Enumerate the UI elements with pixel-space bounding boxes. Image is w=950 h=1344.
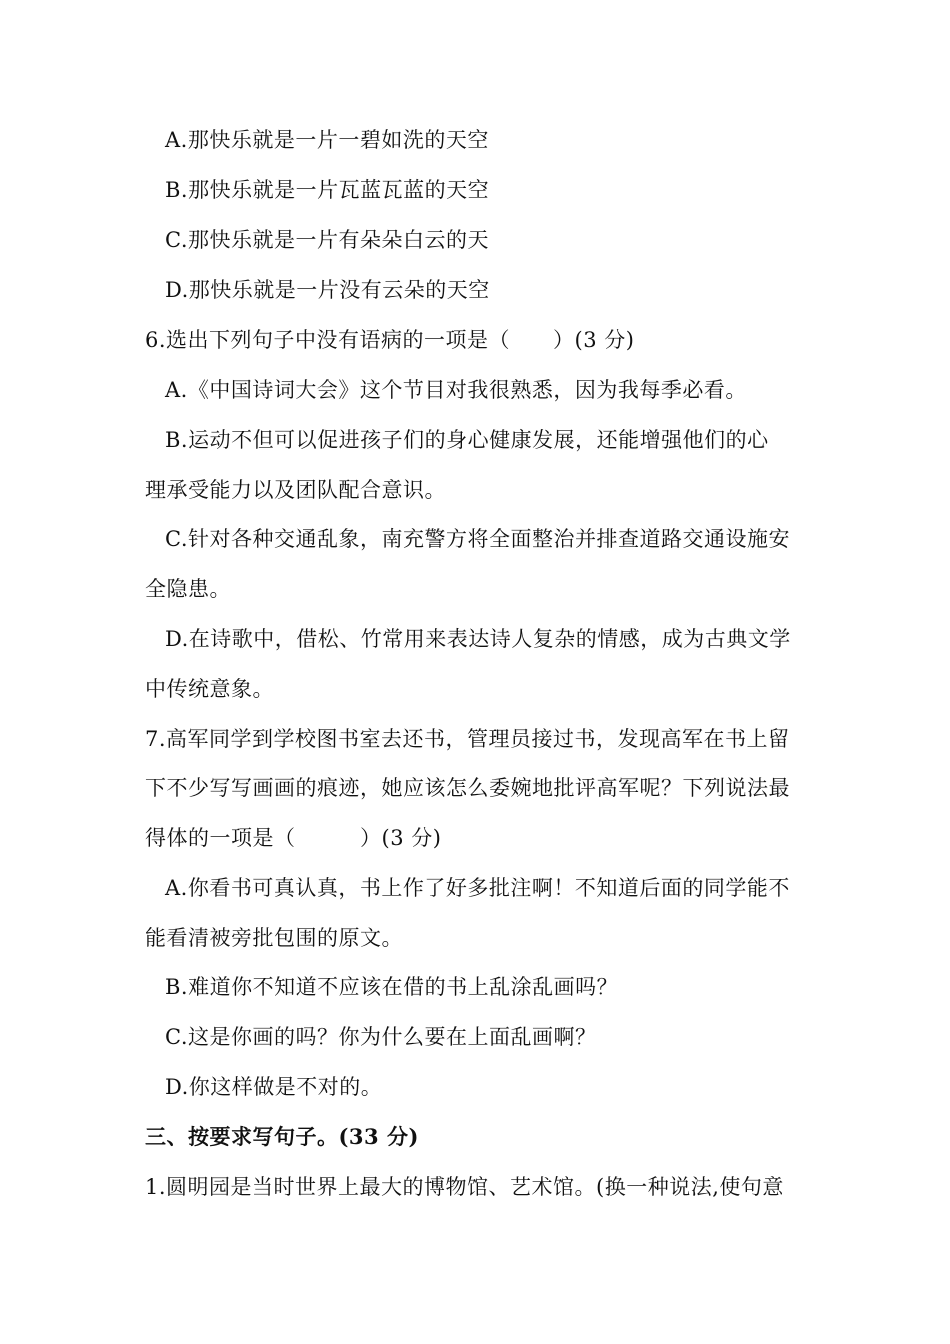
q7-stem-line2: 下不少写写画画的痕迹，她应该怎么委婉地批评高军呢？下列说法最 bbox=[145, 776, 790, 800]
q7-stem-line1: 7.高军同学到学校图书室去还书，管理员接过书，发现高军在书上留 bbox=[145, 727, 790, 751]
q7-option-b: B.难道你不知道不应该在借的书上乱涂乱画吗？ bbox=[165, 975, 619, 999]
q6-option-d-line1: D.在诗歌中，借松、竹常用来表达诗人复杂的情感，成为古典文学 bbox=[165, 627, 791, 651]
q7-option-c: C.这是你画的吗？你为什么要在上面乱画啊？ bbox=[165, 1025, 597, 1049]
q7-option-a-line1: A.你看书可真认真，书上作了好多批注啊！不知道后面的同学能不 bbox=[165, 876, 790, 900]
q6-option-b-line1: B.运动不但可以促进孩子们的身心健康发展，还能增强他们的心 bbox=[165, 428, 769, 452]
q7-stem-line3: 得体的一项是（ ）(3 分) bbox=[145, 826, 442, 850]
q5-option-d: D.那快乐就是一片没有云朵的天空 bbox=[165, 278, 490, 302]
q6-option-d-line2: 中传统意象。 bbox=[145, 677, 274, 701]
q6-option-b-line2: 理承受能力以及团队配合意识。 bbox=[145, 478, 446, 502]
q6-option-c-line1: C.针对各种交通乱象，南充警方将全面整治并排查道路交通设施安 bbox=[165, 527, 790, 551]
q7-option-d: D.你这样做是不对的。 bbox=[165, 1075, 383, 1099]
section3-heading: 三、按要求写句子。(33 分) bbox=[145, 1124, 419, 1149]
q5-option-b: B.那快乐就是一片瓦蓝瓦蓝的天空 bbox=[165, 178, 490, 202]
q5-option-a: A.那快乐就是一片一碧如洗的天空 bbox=[165, 128, 489, 152]
q6-option-c-line2: 全隐患。 bbox=[145, 577, 231, 601]
q5-option-c: C.那快乐就是一片有朵朵白云的天 bbox=[165, 228, 489, 252]
q6-option-a: A.《中国诗词大会》这个节目对我很熟悉，因为我每季必看。 bbox=[165, 378, 747, 402]
section3-q1: 1.圆明园是当时世界上最大的博物馆、艺术馆。(换一种说法,使句意 bbox=[145, 1175, 784, 1199]
q7-option-a-line2: 能看清被旁批包围的原文。 bbox=[145, 926, 403, 950]
q6-stem: 6.选出下列句子中没有语病的一项是（ ）(3 分) bbox=[145, 328, 635, 352]
